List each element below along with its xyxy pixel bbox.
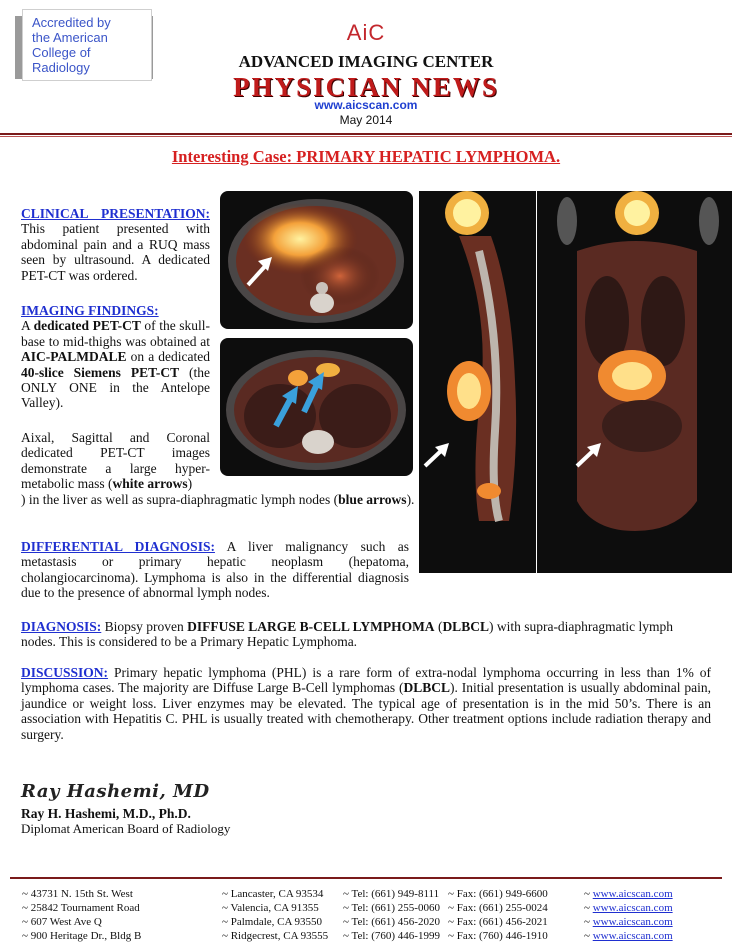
footer-fax: ~ Fax: (661) 949-6600 — [448, 888, 548, 900]
imaging-text: on a dedicated — [126, 349, 210, 365]
discussion-section — [21, 665, 711, 742]
clinical-presentation-heading: CLINICAL PRESENTATION: — [21, 206, 210, 221]
footer-website-link[interactable]: www.aicscan.com — [592, 930, 673, 942]
issue-date: May 2014 — [339, 113, 393, 127]
footer-city: ~ Valencia, CA 91355 — [222, 902, 319, 914]
footer-address: ~ 607 West Ave Q — [22, 916, 102, 928]
discussion-heading: DISCUSSION: — [21, 665, 109, 680]
footer-web — [584, 916, 673, 928]
footer-web-prefix: ~ — [584, 930, 593, 942]
imaging-text: (the ONLY ONE in the Antelope Valley). — [21, 364, 210, 411]
footer-web — [584, 888, 673, 900]
axial-pet-ct-image-2 — [220, 338, 413, 476]
accreditation-line: Accredited by — [32, 15, 111, 30]
footer-address: ~ 25842 Tournament Road — [22, 902, 140, 914]
imaging-bold: 40-slice Siemens PET-CT — [21, 364, 180, 380]
aic-logo: AiC — [346, 20, 386, 45]
accreditation-line: Radiology — [32, 60, 90, 75]
footer-website-link[interactable]: www.aicscan.com — [592, 916, 673, 928]
accreditation-line: College of — [32, 45, 91, 60]
diagnosis-text: ( — [434, 619, 443, 634]
footer-web — [584, 930, 673, 942]
newsletter-title: PHYSICIAN NEWS — [233, 72, 499, 102]
footer-tel: ~ Tel: (661) 949-8111 — [343, 888, 440, 900]
clinical-presentation-section — [21, 206, 210, 283]
findings-text: ). — [406, 492, 415, 507]
diagnosis-section — [21, 619, 711, 650]
discussion-text: Primary hepatic lymphoma (PHL) is a rare form of extra-nodal lymphoma occurring in less than 1% of lymphoma cases. The majority are Diffuse Large B-Cell lymphomas ( — [21, 665, 711, 696]
signature-name: Ray H. Hashemi, M.D., Ph.D. — [21, 806, 191, 821]
discussion-text: ). Initial presentation is usually abdominal pain, jaundice or weight loss. Liver enzymes may be elevated. The typical age of presentation is in the mid 50’s. There is an association with Hepatitis C. PHL is usually treated with chemotherapy. Other treatment options include radiation therapy and surgery. — [21, 680, 711, 742]
findings-paragraph-narrow — [21, 430, 210, 492]
differential-diagnosis-text: A liver malignancy such as metastasis or primary hepatic neoplasm (hepatoma, cholangiocarcinoma). Lymphoma is also in the differential diagnosis due to the presence of abnormal lymph nodes. — [21, 539, 409, 601]
footer-tel: ~ Tel: (760) 446-1999 — [343, 930, 440, 942]
case-title: Interesting Case: PRIMARY HEPATIC LYMPHOMA. — [171, 147, 561, 166]
clinical-presentation-text: This patient presented with abdominal pain and a RUQ mass seen by ultrasound. A dedicated PET-CT was ordered. — [21, 221, 210, 283]
header-divider-thin — [0, 136, 732, 137]
center-name: ADVANCED IMAGING CENTER — [238, 52, 494, 71]
footer-web — [584, 902, 673, 914]
imaging-findings-heading: IMAGING FINDINGS: — [21, 303, 159, 318]
footer-tel: ~ Tel: (661) 456-2020 — [343, 916, 440, 928]
footer-web-prefix: ~ — [584, 888, 593, 900]
website-link[interactable]: www.aicscan.com — [314, 98, 418, 112]
footer-web-prefix: ~ — [584, 902, 593, 914]
imaging-bold: AIC-PALMDALE — [21, 349, 127, 365]
footer-address: ~ 43731 N. 15th St. West — [22, 888, 133, 900]
footer-fax: ~ Fax: (661) 456-2021 — [448, 916, 548, 928]
footer-website-link[interactable]: www.aicscan.com — [592, 888, 673, 900]
diagnosis-bold: DIFFUSE LARGE B-CELL LYMPHOMA — [187, 619, 435, 634]
signature-title: Diplomat American Board of Radiology — [21, 821, 231, 836]
footer-tel: ~ Tel: (661) 255-0060 — [343, 902, 440, 914]
imaging-text: of the skull-base to mid-thighs was obtained at — [21, 318, 210, 349]
footer-city: ~ Palmdale, CA 93550 — [222, 916, 323, 928]
footer-divider — [10, 877, 722, 879]
diagnosis-text: ) with supra-diaphragmatic lymph nodes. This is considered to be a Primary Hepatic Lymphoma. — [21, 619, 674, 650]
footer-fax: ~ Fax: (661) 255-0024 — [448, 902, 548, 914]
diagnosis-text: Biopsy proven — [101, 619, 188, 634]
coronal-pet-ct-image — [537, 191, 732, 573]
differential-diagnosis-heading: DIFFERENTIAL DIAGNOSIS: — [21, 539, 215, 554]
imaging-bold: dedicated PET-CT — [33, 318, 141, 334]
sagittal-pet-ct-image — [419, 191, 536, 573]
differential-diagnosis-section — [21, 539, 409, 601]
header-divider — [0, 133, 732, 135]
discussion-bold: DLBCL — [403, 680, 450, 696]
findings-bold: blue arrows — [338, 492, 407, 507]
imaging-text: A — [21, 318, 34, 334]
findings-text-part1: Aixal, Sagittal and Coronal dedicated PET-CT images demonstrate a large hyper-metabolic mass (white arrows) — [21, 430, 210, 492]
footer-city: ~ Ridgecrest, CA 93555 — [222, 930, 329, 942]
signature-script: Ray Hashemi, MD — [21, 781, 210, 802]
footer-address: ~ 900 Heritage Dr., Bldg B — [22, 930, 142, 942]
findings-text: ) in the liver as well as supra-diaphragmatic lymph nodes ( — [21, 492, 339, 507]
footer-fax: ~ Fax: (760) 446-1910 — [448, 930, 548, 942]
axial-pet-ct-image-1 — [220, 191, 413, 329]
footer-website-link[interactable]: www.aicscan.com — [592, 902, 673, 914]
accreditation-line: the American — [32, 30, 108, 45]
footer-web-prefix: ~ — [584, 916, 593, 928]
diagnosis-heading: DIAGNOSIS: — [21, 619, 102, 634]
diagnosis-bold: DLBCL — [442, 619, 489, 634]
footer-city: ~ Lancaster, CA 93534 — [222, 888, 324, 900]
imaging-findings-section — [21, 303, 210, 411]
